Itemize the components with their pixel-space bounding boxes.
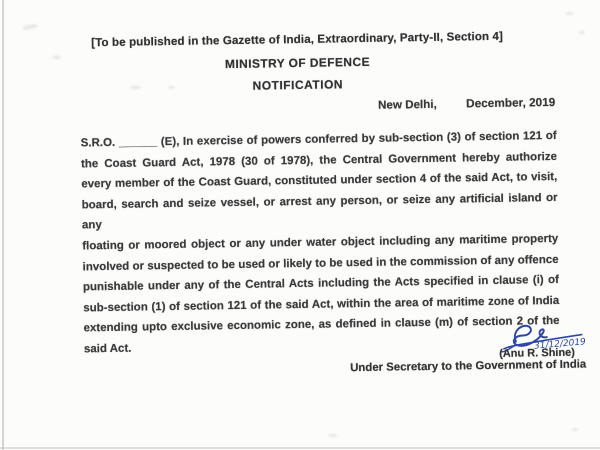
signatory-name: (Anu R. Shine) bbox=[499, 346, 576, 360]
body-line: S.R.O. ______ (E), In exercise of powers conferred by sub-section (3) of section 121 of bbox=[80, 129, 557, 150]
body-line: board, search and seize vessel, or arrest any person, or seize any artificial island or any bbox=[81, 191, 558, 232]
body-line: said Act. bbox=[83, 342, 132, 356]
body-line: every member of the Coast Guard, constituted under section 4 of the said Act, to visit, bbox=[81, 171, 558, 191]
notification-body bbox=[81, 126, 560, 360]
body-line: floating or moored object or any under water object including any maritime property bbox=[82, 232, 559, 253]
notification-title: NOTIFICATION bbox=[252, 77, 344, 93]
gazette-publication-line: [To be published in the Gazette of India, Extraordinary, Party-II, Section 4] bbox=[91, 29, 504, 50]
signatory-designation: Under Secretary to the Government of India bbox=[350, 358, 587, 375]
place-label: New Delhi, bbox=[378, 97, 437, 112]
body-line: sub-section (1) of section 121 of the said Act, within the area of maritime zone of India bbox=[83, 294, 560, 315]
body-line: the Coast Guard Act, 1978 (30 of 1978), the Central Government hereby authorize bbox=[80, 150, 558, 171]
date-label: December, 2019 bbox=[466, 94, 556, 111]
body-line: involved or suspected to be used or likely to be used in the commission of any offence bbox=[82, 253, 559, 273]
body-line: punishable under any of the Central Acts including the Acts specified in clause (i) of bbox=[82, 274, 559, 294]
ministry-title: MINISTRY OF DEFENCE bbox=[224, 54, 371, 72]
body-line: extending upto exclusive economic zone, as defined in clause (m) of section 2 of the bbox=[83, 315, 560, 335]
signature-date-handwritten: 31/12/2019 bbox=[533, 337, 587, 352]
